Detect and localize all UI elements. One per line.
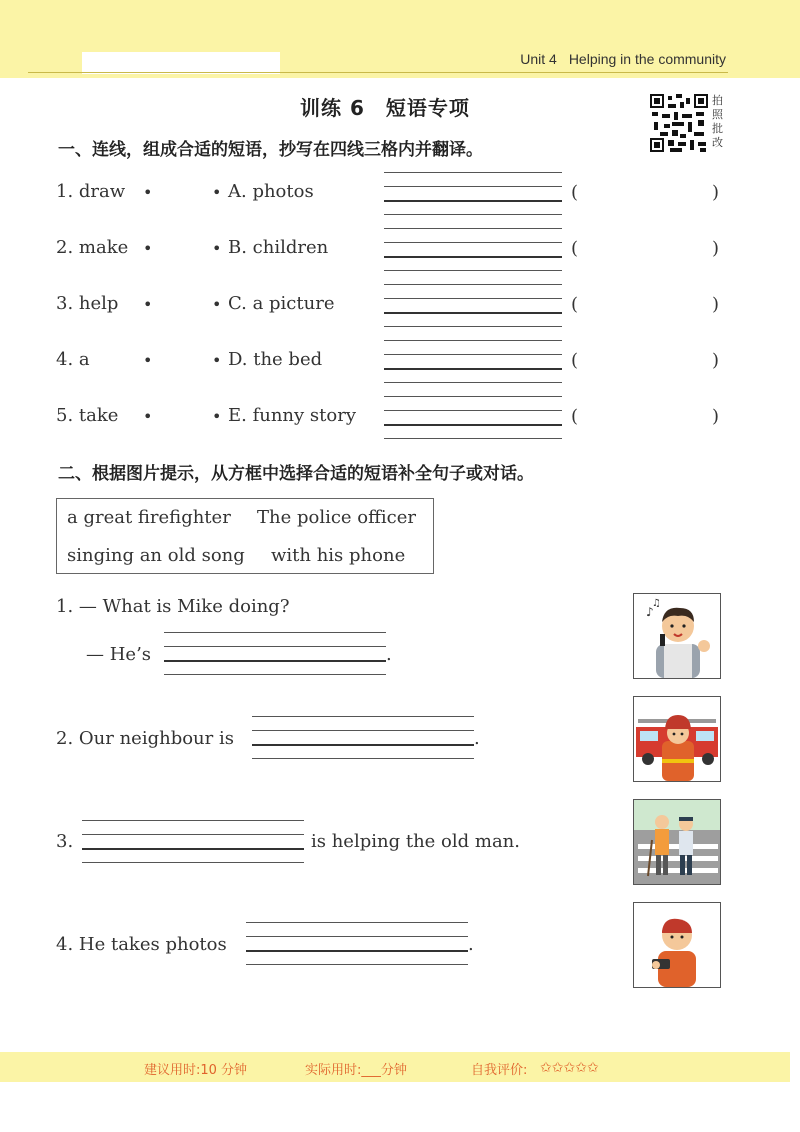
picture-boy-with-phone xyxy=(633,902,721,988)
left-item: 2. make xyxy=(56,237,129,258)
question-4-text: 4. He takes photos xyxy=(56,934,227,955)
header-divider xyxy=(28,72,728,73)
qr-label: 拍照批改 xyxy=(712,94,723,149)
translation-paren-open: ( xyxy=(571,406,579,427)
star-icon[interactable]: ✩ xyxy=(563,1060,576,1076)
right-item: D. the bed xyxy=(228,349,323,370)
picture-boy-singing xyxy=(633,593,721,679)
actual-time: 实际用时:___分钟 xyxy=(305,1063,407,1078)
word-bank-item: with his phone xyxy=(271,545,406,566)
star-icon[interactable]: ✩ xyxy=(575,1060,587,1076)
page-title: 训练 6 短语专项 xyxy=(300,96,470,120)
match-dot[interactable]: • xyxy=(143,407,153,426)
translation-paren-open: ( xyxy=(571,294,579,315)
period: . xyxy=(386,644,392,665)
answer-lines[interactable] xyxy=(82,820,304,878)
answer-lines[interactable] xyxy=(164,632,386,690)
writing-lines[interactable] xyxy=(384,172,562,230)
translation-paren-open: ( xyxy=(571,238,579,259)
match-dot[interactable]: • xyxy=(212,295,222,314)
translation-paren-close: ) xyxy=(712,294,720,315)
question-3-text: is helping the old man. xyxy=(311,831,520,852)
star-icon[interactable]: ✩ xyxy=(586,1060,599,1076)
star-icon[interactable]: ✩ xyxy=(540,1060,552,1076)
writing-lines[interactable] xyxy=(384,396,562,454)
word-bank-item: The police officer xyxy=(257,507,417,528)
rating-stars[interactable] xyxy=(540,1057,599,1076)
translation-paren-close: ) xyxy=(712,182,720,203)
svg-text:♫: ♫ xyxy=(652,598,661,609)
word-bank-item: singing an old song xyxy=(67,545,245,566)
writing-lines[interactable] xyxy=(384,340,562,398)
translation-paren-close: ) xyxy=(712,406,720,427)
match-dot[interactable]: • xyxy=(212,239,222,258)
writing-lines[interactable] xyxy=(384,228,562,286)
self-evaluation-label: 自我评价: xyxy=(471,1063,528,1078)
word-bank-item: a great firefighter xyxy=(67,507,231,528)
right-item: E. funny story xyxy=(228,405,356,426)
match-dot[interactable]: • xyxy=(143,351,153,370)
picture-firefighter xyxy=(633,696,721,782)
unit-topic: Helping in the community xyxy=(568,51,726,67)
right-item: C. a picture xyxy=(228,293,335,314)
picture-police-officer-helping-old-man xyxy=(633,799,721,885)
match-dot[interactable]: • xyxy=(143,239,153,258)
match-dot[interactable]: • xyxy=(143,295,153,314)
right-item: A. photos xyxy=(228,181,314,202)
answer-lines[interactable] xyxy=(246,922,468,980)
unit-header xyxy=(520,51,726,67)
star-icon[interactable]: ✩ xyxy=(551,1060,564,1076)
match-dot[interactable]: • xyxy=(143,183,153,202)
svg-text:♪: ♪ xyxy=(646,605,654,619)
section1-heading: 一、连线，组成合适的短语，抄写在四线三格内并翻译。 xyxy=(58,140,483,160)
translation-paren-close: ) xyxy=(712,350,720,371)
match-dot[interactable]: • xyxy=(212,183,222,202)
qr-code-icon[interactable] xyxy=(650,94,708,152)
left-item: 3. help xyxy=(56,293,119,314)
match-dot[interactable]: • xyxy=(212,351,222,370)
unit-number: Unit 4 xyxy=(520,51,557,67)
right-item: B. children xyxy=(228,237,329,258)
left-item: 5. take xyxy=(56,405,119,426)
match-dot[interactable]: • xyxy=(212,407,222,426)
suggested-time: 建议用时:10 分钟 xyxy=(144,1063,248,1078)
question-1-answer-prefix: — He’s xyxy=(86,644,152,665)
blank-name-area xyxy=(82,52,280,74)
period: . xyxy=(474,728,480,749)
answer-lines[interactable] xyxy=(252,716,474,774)
section2-heading: 二、根据图片提示，从方框中选择合适的短语补全句子或对话。 xyxy=(58,464,534,484)
period: . xyxy=(468,934,474,955)
question-1-text: 1. — What is Mike doing? xyxy=(56,596,290,617)
translation-paren-open: ( xyxy=(571,182,579,203)
word-bank-box xyxy=(56,498,434,574)
left-item: 4. a xyxy=(56,349,90,370)
writing-lines[interactable] xyxy=(384,284,562,342)
question-2-text: 2. Our neighbour is xyxy=(56,728,234,749)
left-item: 1. draw xyxy=(56,181,126,202)
translation-paren-open: ( xyxy=(571,350,579,371)
translation-paren-close: ) xyxy=(712,238,720,259)
question-3-number: 3. xyxy=(56,831,74,852)
